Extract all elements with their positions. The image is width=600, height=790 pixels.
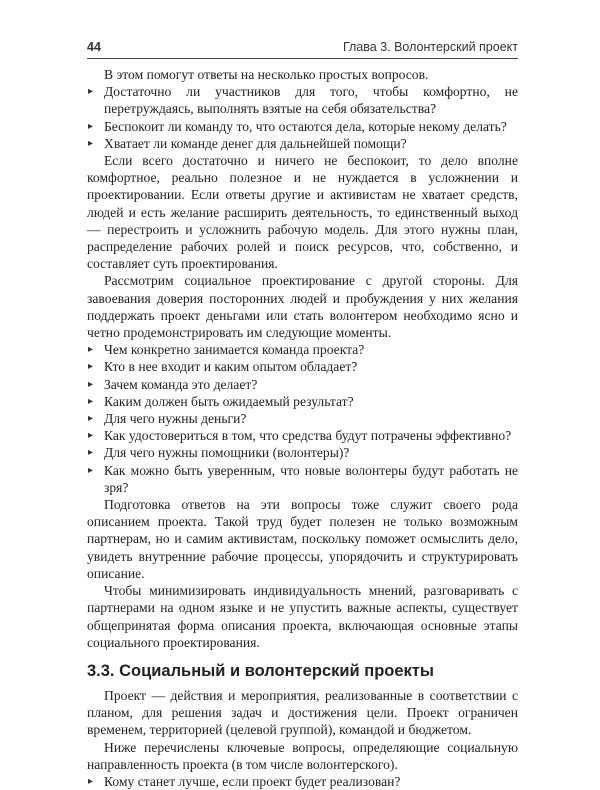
triangle-bullet-icon: ▸ [88, 447, 94, 459]
question-list-1 [87, 83, 518, 152]
list-item [87, 83, 518, 117]
list-item-text: Беспокоит ли команду то, что остаются дела, которые некому делать? [104, 118, 507, 134]
paragraph: Рассмотрим социальное проектирование с другой стороны. Для завоевания доверия посторонних людей и пробуждения у них желания поддержать проект деньгами или стать волонтером необходимо ясно и четно продемонстрировать им следующие моменты. [87, 273, 518, 341]
list-item [87, 135, 518, 152]
list-item [87, 410, 518, 427]
triangle-bullet-icon: ▸ [88, 464, 94, 476]
list-item-text: Для чего нужны деньги? [104, 411, 247, 427]
book-page [87, 38, 518, 790]
list-item [87, 118, 518, 135]
triangle-bullet-icon: ▸ [88, 120, 94, 132]
list-item-text: Для чего нужны помощники (волонтеры)? [104, 445, 350, 461]
list-item [87, 358, 518, 375]
triangle-bullet-icon: ▸ [88, 137, 94, 149]
triangle-bullet-icon: ▸ [88, 395, 94, 407]
question-list-2 [87, 341, 518, 496]
list-item [87, 393, 518, 410]
triangle-bullet-icon: ▸ [88, 344, 94, 356]
page-number: 44 [87, 40, 101, 54]
list-item [87, 427, 518, 444]
triangle-bullet-icon: ▸ [88, 378, 94, 390]
paragraph: Ниже перечислены ключевые вопросы, определяющие социальную направленность проекта (в том числе волонтерского). [87, 739, 518, 772]
list-item-text: Как удостовериться в том, что средства будут потрачены эффективно? [104, 428, 512, 444]
list-item-text: Достаточно ли участников для того, чтобы комфортно, не перетруждаясь, выполнять взятые на себя обязательства? [104, 84, 518, 117]
question-list-3 [87, 773, 518, 790]
page-body [87, 66, 518, 790]
triangle-bullet-icon: ▸ [88, 86, 94, 98]
paragraph: Чтобы минимизировать индивидуальность мнений, разговаривать с партнерами на одном языке и не упустить важные аспекты, существует общепринятая форма описания проекта, включающая основные этапы социального проектирования. [87, 583, 518, 650]
list-item-text: Зачем команда это делает? [104, 376, 258, 392]
triangle-bullet-icon: ▸ [88, 430, 94, 442]
paragraph: Подготовка ответов на эти вопросы тоже служит своего рода описанием проекта. Такой труд будет полезен не только возможным партнерам, но и самим активистам, поскольку поможет осмыслить дело, увидеть внутренние рабочие процессы, упорядочить и структурировать описание. [87, 497, 518, 581]
triangle-bullet-icon: ▸ [88, 775, 94, 787]
list-item-text: Каким должен быть ожидаемый результат? [104, 393, 354, 409]
list-item [87, 376, 518, 393]
paragraph: Проект — действия и мероприятия, реализованные в соответствии с планом, для решения задач и достижения цели. Проект ограничен временем, территорией (целевой группой), командой и бюджетом. [87, 687, 518, 738]
list-item [87, 773, 518, 790]
list-item [87, 462, 518, 496]
paragraph: В этом помогут ответы на несколько простых вопросов. [104, 67, 429, 82]
list-item-text: Как можно быть уверенным, что новые волонтеры будут работать не зря? [104, 462, 518, 495]
paragraph: Если всего достаточно и ничего не беспокоит, то дело вполне комфортное, реально полезное и не нуждается в усложнении и проектировании. Если ответы другие и активистам не хватает средств, людей и есть желание расширить деятельность, то единственный выход — перестроить и усложнить рабочую модель. Для этого нужны план, распределение рабочих ролей и поиск ресурсов, что, собственно, и составляет суть проектирования. [87, 153, 518, 272]
section-heading: 3.3. Социальный и волонтерский проекты [87, 661, 434, 680]
triangle-bullet-icon: ▸ [88, 361, 94, 373]
triangle-bullet-icon: ▸ [88, 413, 94, 425]
list-item-text: Хватает ли команде денег для дальнейшей помощи? [104, 135, 407, 151]
chapter-title: Глава 3. Волонтерский проект [342, 40, 518, 54]
running-header [87, 38, 518, 56]
list-item-text: Чем конкретно занимается команда проекта? [104, 342, 365, 358]
list-item [87, 341, 518, 358]
header-rule [87, 58, 518, 59]
list-item [87, 444, 518, 461]
list-item-text: Кто в нее входит и каким опытом обладает? [104, 359, 358, 375]
list-item-text: Кому станет лучше, если проект будет реализован? [104, 773, 401, 789]
